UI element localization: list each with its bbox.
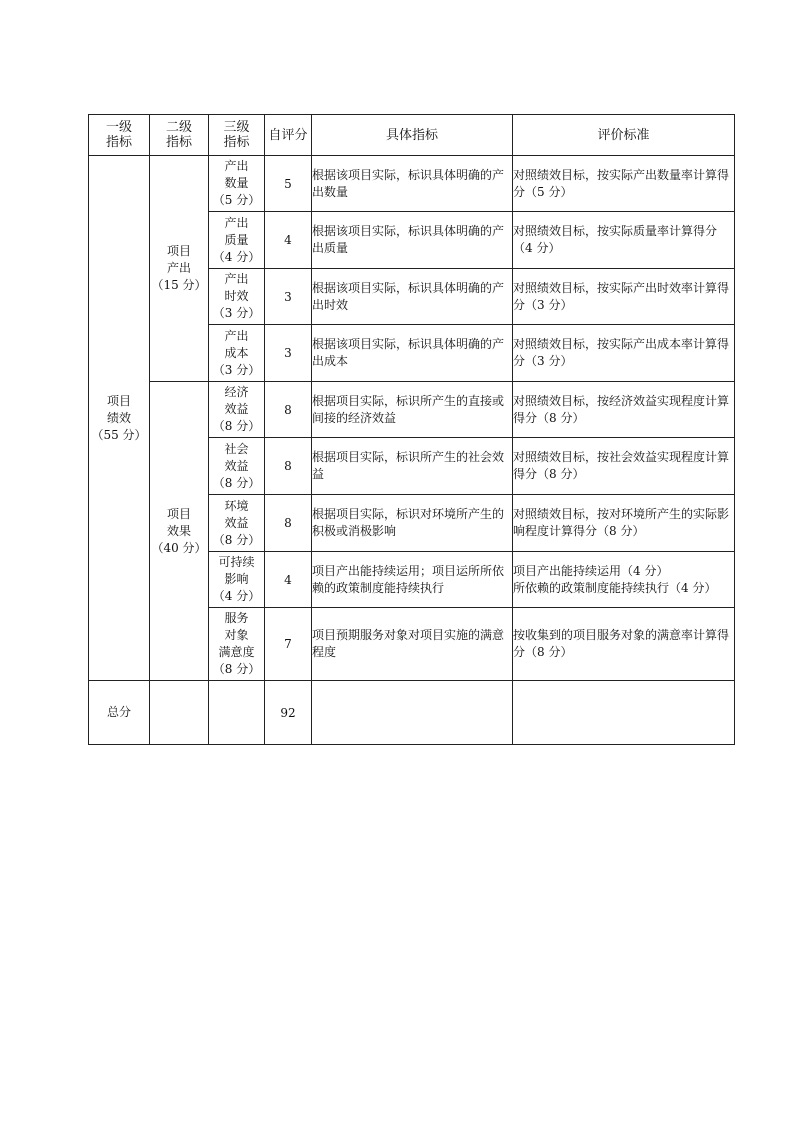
indicator-cell: 项目产出能持续运用；项目运所所依赖的政策制度能持续执行 [312,552,513,608]
self-score-cell: 3 [265,325,312,382]
self-score-cell: 5 [265,156,312,212]
criteria-cell: 对照绩效目标，按实际质量率计算得分（4 分） [513,212,735,269]
level2-cell-effect: 项目 效果 （40 分） [150,382,209,681]
self-score-cell: 8 [265,382,312,438]
criteria-cell: 对照绩效目标，按对环境所产生的实际影响程度计算得分（8 分） [513,495,735,552]
criteria-cell: 对照绩效目标，按经济效益实现程度计算得分（8 分） [513,382,735,438]
indicator-cell: 根据该项目实际，标识具体明确的产出成本 [312,325,513,382]
criteria-cell: 对照绩效目标，按实际产出时效率计算得分（3 分） [513,269,735,325]
criteria-cell: 对照绩效目标，按实际产出数量率计算得分（5 分） [513,156,735,212]
header-indicator: 具体指标 [312,115,513,156]
total-empty-cell [150,681,209,745]
self-score-cell: 8 [265,495,312,552]
indicator-cell: 根据该项目实际，标识具体明确的产出时效 [312,269,513,325]
total-empty-cell [312,681,513,745]
total-empty-cell [513,681,735,745]
level3-cell: 产出 质量 （4 分） [209,212,265,269]
header-level3: 三级 指标 [209,115,265,156]
level3-cell: 社会 效益 （8 分） [209,438,265,495]
header-level2: 二级 指标 [150,115,209,156]
self-score-cell: 4 [265,552,312,608]
total-row [89,681,735,745]
header-level1: 一级 指标 [89,115,150,156]
criteria-cell: 对照绩效目标，按社会效益实现程度计算得分（8 分） [513,438,735,495]
indicator-cell: 根据项目实际，标识对环境所产生的积极或消极影响 [312,495,513,552]
self-score-cell: 4 [265,212,312,269]
level3-cell: 经济 效益 （8 分） [209,382,265,438]
self-score-cell: 8 [265,438,312,495]
header-self-score: 自评分 [265,115,312,156]
level2-cell-output: 项目 产出 （15 分） [150,156,209,382]
table-row [89,156,735,212]
header-criteria: 评价标准 [513,115,735,156]
level3-cell: 产出 时效 （3 分） [209,269,265,325]
total-label: 总分 [89,681,150,745]
indicator-cell: 根据项目实际，标识所产生的社会效益 [312,438,513,495]
level3-cell: 产出 成本 （3 分） [209,325,265,382]
indicator-cell: 根据项目实际，标识所产生的直接或间接的经济效益 [312,382,513,438]
table-row [89,382,735,438]
criteria-cell: 项目产出能持续运用（4 分） 所依赖的政策制度能持续执行（4 分） [513,552,735,608]
total-self-score: 92 [265,681,312,745]
self-score-cell: 3 [265,269,312,325]
indicator-cell: 根据该项目实际，标识具体明确的产出数量 [312,156,513,212]
self-score-cell: 7 [265,608,312,681]
header-row [89,115,735,156]
level3-cell: 服务 对象 满意度 （8 分） [209,608,265,681]
level1-cell: 项目 绩效 （55 分） [89,156,150,681]
evaluation-table [88,114,735,745]
level3-cell: 产出 数量 （5 分） [209,156,265,212]
level3-cell: 可持续 影响 （4 分） [209,552,265,608]
criteria-cell: 按收集到的项目服务对象的满意率计算得分（8 分） [513,608,735,681]
indicator-cell: 项目预期服务对象对项目实施的满意程度 [312,608,513,681]
level3-cell: 环境 效益 （8 分） [209,495,265,552]
indicator-cell: 根据该项目实际，标识具体明确的产出质量 [312,212,513,269]
criteria-cell: 对照绩效目标，按实际产出成本率计算得分（3 分） [513,325,735,382]
total-empty-cell [209,681,265,745]
